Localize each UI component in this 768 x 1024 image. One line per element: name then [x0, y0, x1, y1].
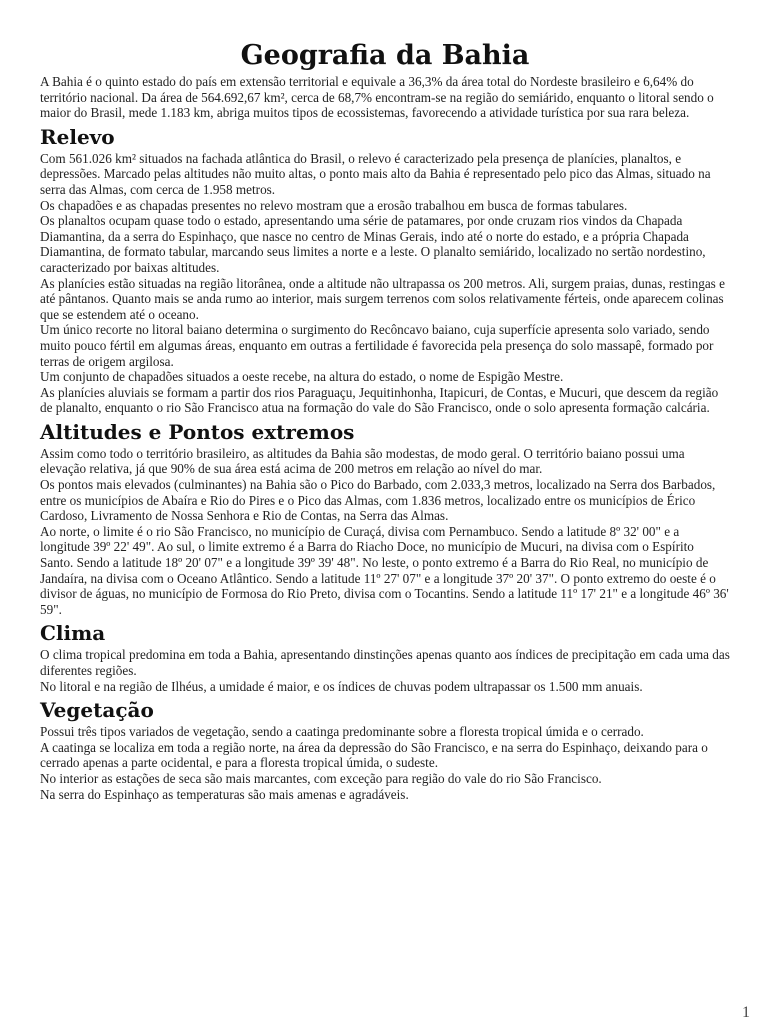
section-relevo [40, 124, 730, 416]
section-altitudes [40, 419, 730, 618]
paragraph: Os pontos mais elevados (culminantes) na Bahia são o Pico do Barbado, com 2.033,3 metros, localizado na Serra dos Barbados, entre os municípios de Abaíra e Rio do Pires e o Pico das Almas, com 1.836 metros, localizado entre os municípios de Érico Cardoso, Livramento de Nossa Senhora e Rio de Contas, na Serra das Almas. [40, 477, 716, 524]
paragraph: O clima tropical predomina em toda a Bahia, apresentando dinstinções apenas quanto aos índices de precipitação em cada uma das diferentes regiões. [40, 647, 730, 678]
page-title: Geografia da Bahia [240, 40, 530, 71]
section-clima [40, 620, 730, 694]
document-page [40, 38, 730, 802]
paragraph: Os planaltos ocupam quase todo o estado, apresentando uma série de patamares, por onde cruzam rios vindos da Chapada Diamantina, da a serra do Espinhaço, que nasce no centro de Minas Gerais, indo até o norte do estado, e a própria Chapada Diamantina, de formato tabular, marcando seus limites a norte e a leste. O planalto semiárido, localizado no sertão nordestino, caracterizado por baixas altitudes. [40, 213, 706, 275]
section-vegetacao [40, 697, 730, 802]
page-number: 1 [742, 1004, 750, 1021]
paragraph: As planícies aluviais se formam a partir dos rios Paraguaçu, Jequitinhonha, Itapicuri, de Contas, e Mucuri, que descem da região de planalto, enquanto o rio São Francisco atua na formação do vale do São Francisco, onde o solo apresenta formação calcária. [40, 384, 719, 416]
paragraph: Com 561.026 km² situados na fachada atlântica do Brasil, o relevo é caracterizado pela presença de planícies, planaltos, e depressões. Marcado pelas altitudes não muito altas, o ponto mais alto da Bahia é representado pelo pico das Almas, situado na serra das Almas, com cerca de 1.958 metros. [40, 150, 711, 197]
paragraph: Na serra do Espinhaço as temperaturas são mais amenas e agradáveis. [40, 786, 409, 802]
intro-paragraph: A Bahia é o quinto estado do país em extensão territorial e equivale a 36,3% da área total do Nordeste brasileiro e 6,64% do território nacional. Da área de 564.692,67 km², cerca de 68,7% encontram-se na região do semiárido, enquanto o litoral sendo o maior do Brasil, mede 1.183 km, abriga muitos tipos de ecossistemas, favorecendo a atividade turística por sua rara beleza. [40, 74, 714, 121]
paragraph: Ao norte, o limite é o rio São Francisco, no município de Curaçá, divisa com Pernambuco. Sendo a latitude 8º 32' 00" e a longitude 39º 22' 49". Ao sul, o limite extremo é a Barra do Riacho Doce, no município de Mucuri, na divisa com o Espírito Santo. Sendo a latitude 18º 20' 07" e a longitude 39º 39' 48". No leste, o ponto extremo é a Barra do Rio Real, no município de Jandaíra, na divisa com o Oceano Atlântico. Sendo a latitude 11º 27' 07" e a longitude 37º 20' 37". O ponto extremo do oeste é o divisor de águas, no município de Formosa do Rio Preto, divisa com o Tocantins. Sendo a latitude 11º 17' 21" e a longitude 46º 36' 59". [40, 523, 729, 617]
paragraph: Um único recorte no litoral baiano determina o surgimento do Recôncavo baiano, cuja superfície apresenta solo variado, sendo muito pouco fértil em algumas áreas, enquanto em outras a fertilidade é favorecida pela presença do solo massapê, formado por terras de origem argilosa. [40, 322, 714, 369]
paragraph: Um conjunto de chapadões situados a oeste recebe, na altura do estado, o nome de Espigão Mestre. [40, 369, 564, 385]
paragraph: No litoral e na região de Ilhéus, a umidade é maior, e os índices de chuvas podem ultrapassar os 1.500 mm anuais. [40, 678, 643, 694]
paragraph: Possui três tipos variados de vegetação, sendo a caatinga predominante sobre a floresta tropical úmida e o cerrado. [40, 724, 644, 740]
paragraph: As planícies estão situadas na região litorânea, onde a altitude não ultrapassa os 200 metros. Ali, surgem praias, dunas, restingas e até pântanos. Quanto mais se anda rumo ao interior, mais surgem terrenos com solos relativamente férteis, onde aparecem colinas que se estendem até o oceano. [40, 275, 725, 322]
paragraph: Os chapadões e as chapadas presentes no relevo mostram que a erosão trabalhou em busca de formas tabulares. [40, 197, 628, 213]
section-heading: Clima [40, 621, 106, 646]
section-heading: Altitudes e Pontos extremos [40, 419, 355, 444]
paragraph: No interior as estações de seca são mais marcantes, com exceção para região do vale do rio São Francisco. [40, 770, 602, 786]
section-heading: Relevo [40, 124, 115, 149]
section-heading: Vegetação [40, 698, 154, 723]
intro-block [40, 74, 730, 121]
paragraph: A caatinga se localiza em toda a região norte, na área da depressão do São Francisco, e na serra do Espinhaço, deixando para o cerrado apenas a parte ocidental, e para a floresta tropical úmida, o sudeste. [40, 739, 708, 771]
paragraph: Assim como todo o território brasileiro, as altitudes da Bahia são modestas, de modo geral. O território baiano possui uma elevação relativa, já que 90% de sua área está acima de 200 metros em relação ao nível do mar. [40, 445, 685, 477]
